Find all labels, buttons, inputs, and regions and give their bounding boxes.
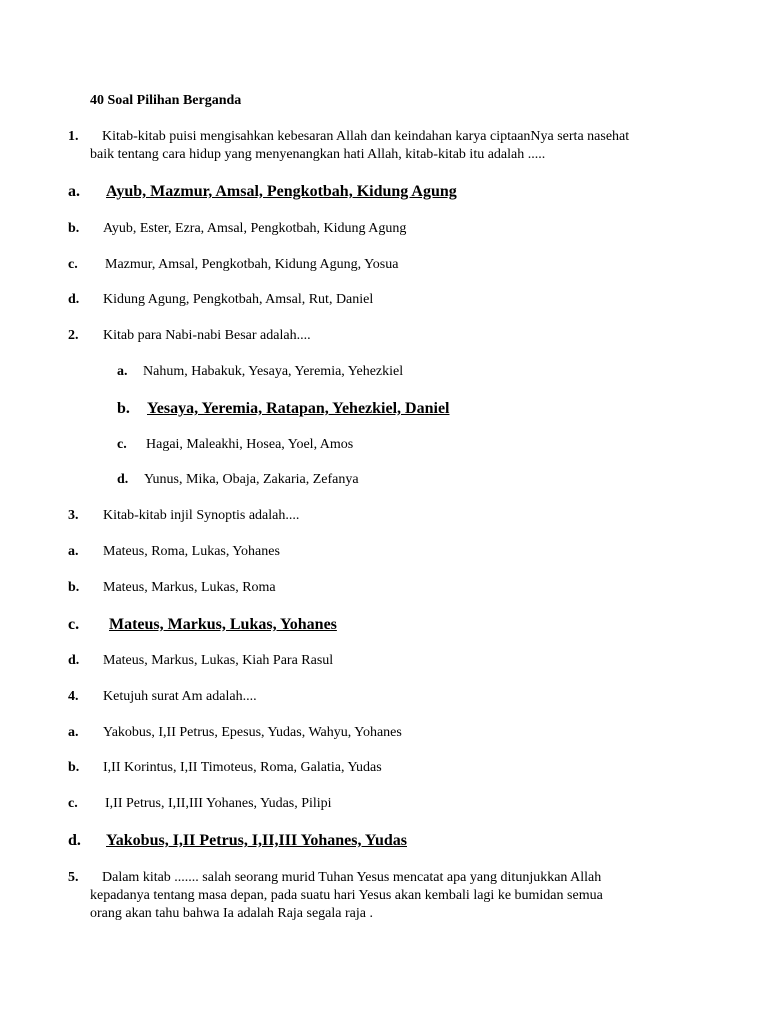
option-letter: a. bbox=[117, 364, 128, 379]
option-letter: a. bbox=[68, 544, 79, 559]
option-text: Mazmur, Amsal, Pengkotbah, Kidung Agung, Yosua bbox=[105, 257, 399, 272]
option-text: Kidung Agung, Pengkotbah, Amsal, Rut, Daniel bbox=[103, 292, 374, 307]
question-line: kepadanya tentang masa depan, pada suatu hari Yesus akan kembali lagi ke bumidan semua bbox=[90, 888, 603, 903]
option-letter: b. bbox=[68, 221, 80, 236]
option-text: I,II Petrus, I,II,III Yohanes, Yudas, Pilipi bbox=[105, 796, 332, 811]
option-letter: b. bbox=[68, 760, 80, 775]
option-letter: b. bbox=[68, 580, 80, 595]
page-title: 40 Soal Pilihan Berganda bbox=[90, 93, 242, 108]
option-text: Yesaya, Yeremia, Ratapan, Yehezkiel, Daniel bbox=[147, 400, 450, 417]
question-number: 3. bbox=[68, 508, 79, 523]
option-letter: d. bbox=[68, 832, 81, 849]
option-text: Mateus, Roma, Lukas, Yohanes bbox=[103, 544, 280, 559]
question-text: Ketujuh surat Am adalah.... bbox=[103, 689, 257, 704]
option-text: Yakobus, I,II Petrus, I,II,III Yohanes, Yudas bbox=[106, 832, 407, 849]
option-letter: d. bbox=[117, 472, 129, 487]
question-number: 2. bbox=[68, 328, 79, 343]
option-text: I,II Korintus, I,II Timoteus, Roma, Galatia, Yudas bbox=[103, 760, 382, 775]
question-line: baik tentang cara hidup yang menyenangkan hati Allah, kitab-kitab itu adalah ..... bbox=[90, 147, 546, 162]
option-letter: d. bbox=[68, 653, 80, 668]
question-line: orang akan tahu bahwa Ia adalah Raja segala raja . bbox=[90, 906, 373, 921]
option-text: Ayub, Mazmur, Amsal, Pengkotbah, Kidung Agung bbox=[106, 183, 457, 200]
option-letter: d. bbox=[68, 292, 80, 307]
question-text bbox=[90, 128, 629, 164]
option-text: Mateus, Markus, Lukas, Yohanes bbox=[109, 616, 337, 633]
option-b-answer[interactable] bbox=[117, 400, 450, 418]
option-text: Hagai, Maleakhi, Hosea, Yoel, Amos bbox=[146, 437, 354, 452]
question-number: 5. bbox=[68, 870, 79, 885]
option-letter: c. bbox=[68, 796, 78, 811]
question-text: Kitab-kitab injil Synoptis adalah.... bbox=[103, 508, 300, 523]
option-letter: c. bbox=[68, 616, 80, 633]
question-text: Kitab para Nabi-nabi Besar adalah.... bbox=[103, 328, 311, 343]
option-text: Yunus, Mika, Obaja, Zakaria, Zefanya bbox=[144, 472, 359, 487]
option-text: Mateus, Markus, Lukas, Roma bbox=[103, 580, 276, 595]
option-text: Ayub, Ester, Ezra, Amsal, Pengkotbah, Kidung Agung bbox=[103, 221, 407, 236]
question-text bbox=[90, 869, 603, 923]
option-text: Mateus, Markus, Lukas, Kiah Para Rasul bbox=[103, 653, 334, 668]
question-number: 1. bbox=[68, 129, 79, 144]
option-c-answer[interactable] bbox=[68, 616, 337, 634]
option-d-answer[interactable] bbox=[68, 832, 407, 850]
option-letter: a. bbox=[68, 183, 80, 200]
option-text: Yakobus, I,II Petrus, Epesus, Yudas, Wahyu, Yohanes bbox=[103, 725, 402, 740]
option-letter: c. bbox=[68, 257, 78, 272]
option-letter: a. bbox=[68, 725, 79, 740]
option-a-answer[interactable] bbox=[68, 183, 457, 201]
option-text: Nahum, Habakuk, Yesaya, Yeremia, Yehezkiel bbox=[143, 364, 404, 379]
question-line: Kitab-kitab puisi mengisahkan kebesaran Allah dan keindahan karya ciptaanNya serta nasehat bbox=[102, 129, 630, 144]
option-letter: c. bbox=[117, 437, 127, 452]
option-letter: b. bbox=[117, 400, 130, 417]
question-line: Dalam kitab ....... salah seorang murid Tuhan Yesus mencatat apa yang ditunjukkan Allah bbox=[102, 870, 602, 885]
question-number: 4. bbox=[68, 689, 79, 704]
